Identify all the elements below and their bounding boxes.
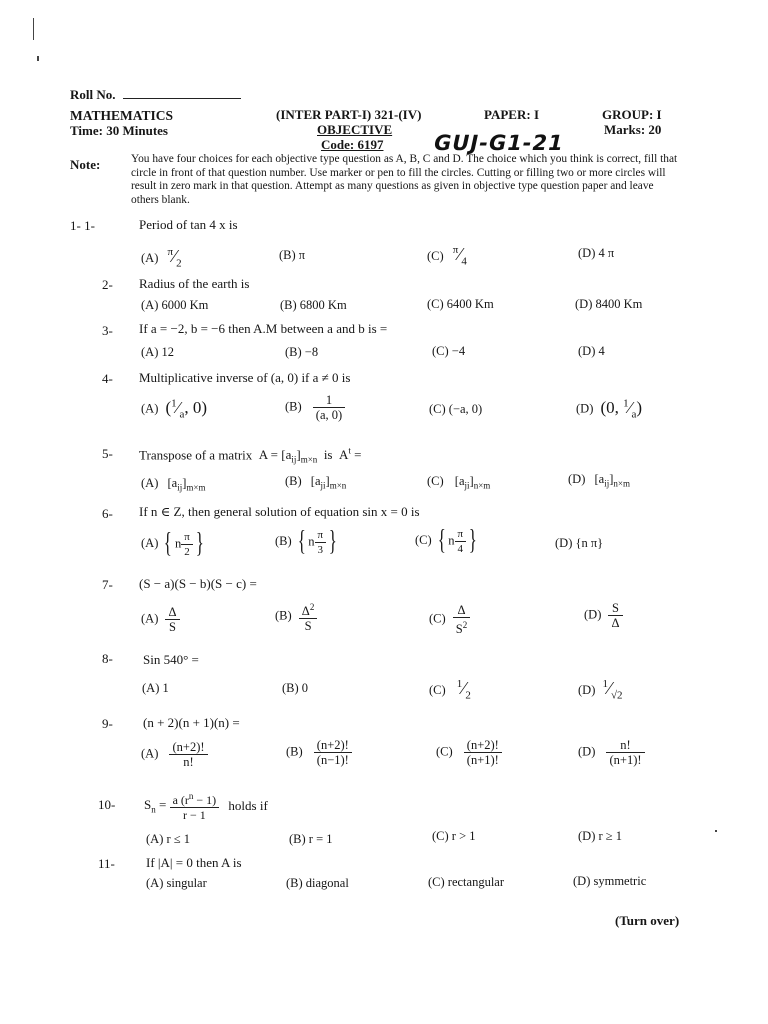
question-number: 5- xyxy=(102,446,113,461)
fraction-geometric-sum: $\frac{a (r^n - 1)}{r - 1}$ xyxy=(170,789,220,822)
roll-label: Roll No. xyxy=(70,87,116,102)
option-d[interactable] xyxy=(568,472,630,489)
inverse-expression-a: ($^1⁄_a$, 0) xyxy=(165,397,208,421)
fraction-pi-2: $\frac{\pi}{2}$ xyxy=(181,530,193,559)
sn-symbol: $S_n$ = xyxy=(144,796,167,815)
question-number: 6- xyxy=(102,506,113,521)
option-a[interactable] xyxy=(141,476,205,493)
question-text xyxy=(139,446,361,465)
option-label: (D) xyxy=(578,744,596,759)
option-b[interactable]: (B) diagonal xyxy=(286,876,349,890)
fraction-1-2: $^1⁄_2$ xyxy=(456,678,471,702)
option-label: (D) xyxy=(584,607,602,622)
option-c[interactable] xyxy=(415,525,480,557)
question-number: 9- xyxy=(102,716,113,731)
marks-label: Marks: 20 xyxy=(604,122,662,137)
option-c[interactable]: (C) r > 1 xyxy=(432,829,476,843)
option-label: (B) xyxy=(275,533,292,548)
question-number: 3- xyxy=(102,323,113,338)
option-c[interactable] xyxy=(429,603,470,636)
option-a[interactable] xyxy=(141,528,206,560)
option-a[interactable] xyxy=(141,246,182,270)
option-a-expression: n xyxy=(174,536,182,551)
option-a[interactable] xyxy=(141,605,180,634)
option-label: (A) xyxy=(141,476,159,490)
fraction-s-over-delta: $\frac{S}{\Delta}$ xyxy=(608,601,622,630)
question-number: 10- xyxy=(98,797,116,812)
fraction-pi-2: $^\pi⁄_2$ xyxy=(167,246,182,270)
question-text: (S − a)(S − b)(S − c) = xyxy=(139,576,257,591)
option-c[interactable]: (C) rectangular xyxy=(428,875,505,889)
inverse-expression-d: (0, $^1⁄_a$) xyxy=(600,397,643,421)
option-c[interactable] xyxy=(436,738,502,767)
fraction-delta-over-s2: $\frac{\Delta}{S^2}$ xyxy=(453,603,470,636)
brace-open: { xyxy=(164,528,173,559)
option-d[interactable] xyxy=(584,601,623,630)
question-text: holds if xyxy=(228,797,268,813)
exam-title: (INTER PART-I) 321-(IV) xyxy=(276,107,422,122)
option-b[interactable] xyxy=(275,600,317,633)
option-label: (B) xyxy=(275,608,292,623)
scan-mark xyxy=(37,56,39,61)
brace-close: } xyxy=(195,528,204,559)
note-label: Note: xyxy=(70,157,101,172)
option-c[interactable] xyxy=(427,244,467,268)
option-c[interactable] xyxy=(427,474,490,491)
time-label: Time: 30 Minutes xyxy=(70,123,168,138)
option-d[interactable]: (D) 4 π xyxy=(578,246,615,260)
question-formula xyxy=(144,789,268,822)
option-label: (C) xyxy=(429,611,446,626)
fraction-b: $\frac{(n+2)!}{(n-1)!}$ xyxy=(314,738,352,767)
scan-mark xyxy=(33,18,34,40)
option-d[interactable]: (D) 8400 Km xyxy=(575,297,643,311)
question-text: (n + 2)(n + 1)(n) = xyxy=(143,715,240,730)
option-label: (C) xyxy=(436,744,453,759)
question-text: Sin 540° = xyxy=(143,652,199,667)
option-label: (D) xyxy=(578,683,596,697)
option-d[interactable] xyxy=(576,397,642,420)
option-b[interactable]: (B) π xyxy=(279,248,306,262)
question-text: If |A| = 0 then A is xyxy=(146,855,242,870)
option-d[interactable]: (D) r ≥ 1 xyxy=(578,829,623,843)
fraction-pi-4: $^\pi⁄_4$ xyxy=(452,244,467,268)
question-number: 11- xyxy=(98,856,115,871)
option-b[interactable]: (B) 6800 Km xyxy=(280,298,347,312)
option-c-expression: n xyxy=(448,533,455,548)
option-d[interactable] xyxy=(578,678,623,702)
option-label: (C) xyxy=(415,532,432,547)
handwritten-code: GUJ-G1-21 xyxy=(431,131,567,155)
option-b[interactable]: (B) 0 xyxy=(282,681,309,695)
option-a[interactable] xyxy=(141,397,207,420)
option-b-expression: n xyxy=(308,534,315,549)
option-d-expression: $[a_{ij}]_{n\times m}$ xyxy=(594,472,630,489)
option-c[interactable]: (C) (−a, 0) xyxy=(429,402,483,416)
question-text: Multiplicative inverse of (a, 0) if a ≠ 0 is xyxy=(139,370,351,385)
group-label: GROUP: I xyxy=(602,107,662,122)
option-b[interactable]: (B) r = 1 xyxy=(289,832,333,846)
option-label: (C) xyxy=(427,249,444,263)
option-label: (A) xyxy=(141,746,159,761)
option-label: (C) xyxy=(427,474,444,488)
option-a[interactable] xyxy=(141,740,208,769)
question-text: If a = −2, b = −6 then A.M between a and b is = xyxy=(139,321,388,336)
fraction-pi-3: $\frac{\pi}{3}$ xyxy=(315,528,327,557)
question-text: Radius of the earth is xyxy=(139,276,250,291)
fraction-d: $\frac{n!}{(n+1)!}$ xyxy=(606,738,644,767)
option-label: (A) xyxy=(141,611,159,626)
brace-open: { xyxy=(297,526,306,557)
option-c[interactable] xyxy=(429,678,471,702)
question-number: 8- xyxy=(102,651,113,666)
option-a[interactable]: (A) singular xyxy=(146,876,207,890)
option-a-expression: $[a_{ij}]_{m\times m}$ xyxy=(167,476,206,493)
question-text-words: Transpose of a matrix xyxy=(139,447,253,463)
option-b[interactable] xyxy=(275,526,340,558)
fraction-1-over-a0: $\frac{1}{(a, 0)}$ xyxy=(313,393,345,422)
fraction-delta-over-s: $\frac{\Delta}{S}$ xyxy=(165,605,179,634)
option-b[interactable]: (B) −8 xyxy=(285,345,319,359)
option-d[interactable]: (D) 4 xyxy=(578,344,605,358)
question-number: 1- 1- xyxy=(70,218,95,233)
option-label: (B) xyxy=(286,744,303,759)
option-a[interactable]: (A) 12 xyxy=(141,345,174,359)
option-b[interactable] xyxy=(285,474,346,491)
paper-code: Code: 6197 xyxy=(321,137,384,152)
option-label: (A) xyxy=(141,535,159,550)
option-d[interactable] xyxy=(578,738,645,767)
note-text: You have four choices for each objective type question as A, B, C and D. The choice which you think is correct, fill that circle in front of that question number. Use marker or pen to fill the circles. Cutting or filling two or more circles will result in zero mark in that question. Attempt as many questions as given in objective type question paper and leave others blank. xyxy=(131,153,678,206)
option-b[interactable] xyxy=(286,738,352,767)
fraction-delta2-over-s: $\frac{\Delta^2}{S}$ xyxy=(299,600,318,633)
option-label: (D) xyxy=(576,401,594,416)
roll-number-line xyxy=(123,98,241,99)
option-label: (C) xyxy=(429,683,446,697)
brace-close: } xyxy=(468,525,477,556)
turn-over-label: (Turn over) xyxy=(615,913,680,928)
option-label: (A) xyxy=(141,251,159,265)
objective-heading: OBJECTIVE xyxy=(317,122,393,137)
fraction-1-root2: $^1⁄_{√2}$ xyxy=(602,678,623,702)
question-number: 7- xyxy=(102,577,113,592)
option-label: (B) xyxy=(285,399,302,414)
option-d[interactable]: (D) symmetric xyxy=(573,874,647,888)
matrix-expression: $A = [a_{ij}]_{m\times n}$ is $A^t$ = xyxy=(255,446,362,465)
option-c[interactable]: (C) 6400 Km xyxy=(427,297,494,311)
option-label: (D) xyxy=(568,472,586,486)
roll-number xyxy=(70,87,241,103)
brace-close: } xyxy=(328,526,337,557)
option-b-expression: $[a_{ji}]_{m\times n}$ xyxy=(310,474,347,491)
option-a[interactable]: (A) r ≤ 1 xyxy=(146,832,191,846)
option-c-expression: $[a_{ji}]_{n\times m}$ xyxy=(454,474,491,491)
scan-mark xyxy=(715,830,717,832)
question-number: 4- xyxy=(102,371,113,386)
option-c[interactable]: (C) −4 xyxy=(432,344,466,358)
fraction-c: $\frac{(n+2)!}{(n+1)!}$ xyxy=(464,738,502,767)
brace-open: { xyxy=(437,525,446,556)
option-b[interactable] xyxy=(285,393,345,422)
fraction-a: $\frac{(n+2)!}{n!}$ xyxy=(169,740,207,769)
option-a[interactable]: (A) 6000 Km xyxy=(141,298,209,312)
option-a[interactable]: (A) 1 xyxy=(142,681,169,695)
paper-label: PAPER: I xyxy=(484,107,540,122)
question-number: 2- xyxy=(102,277,113,292)
option-d[interactable]: (D) {n π} xyxy=(555,536,604,550)
question-text: If n ∈ Z, then general solution of equation sin x = 0 is xyxy=(139,504,420,519)
question-text: Period of tan 4 x is xyxy=(139,217,238,232)
fraction-pi-4: $\frac{\pi}{4}$ xyxy=(455,527,467,556)
option-label: (A) xyxy=(141,401,159,416)
option-label: (B) xyxy=(285,474,302,488)
subject-title: MATHEMATICS xyxy=(70,108,174,123)
